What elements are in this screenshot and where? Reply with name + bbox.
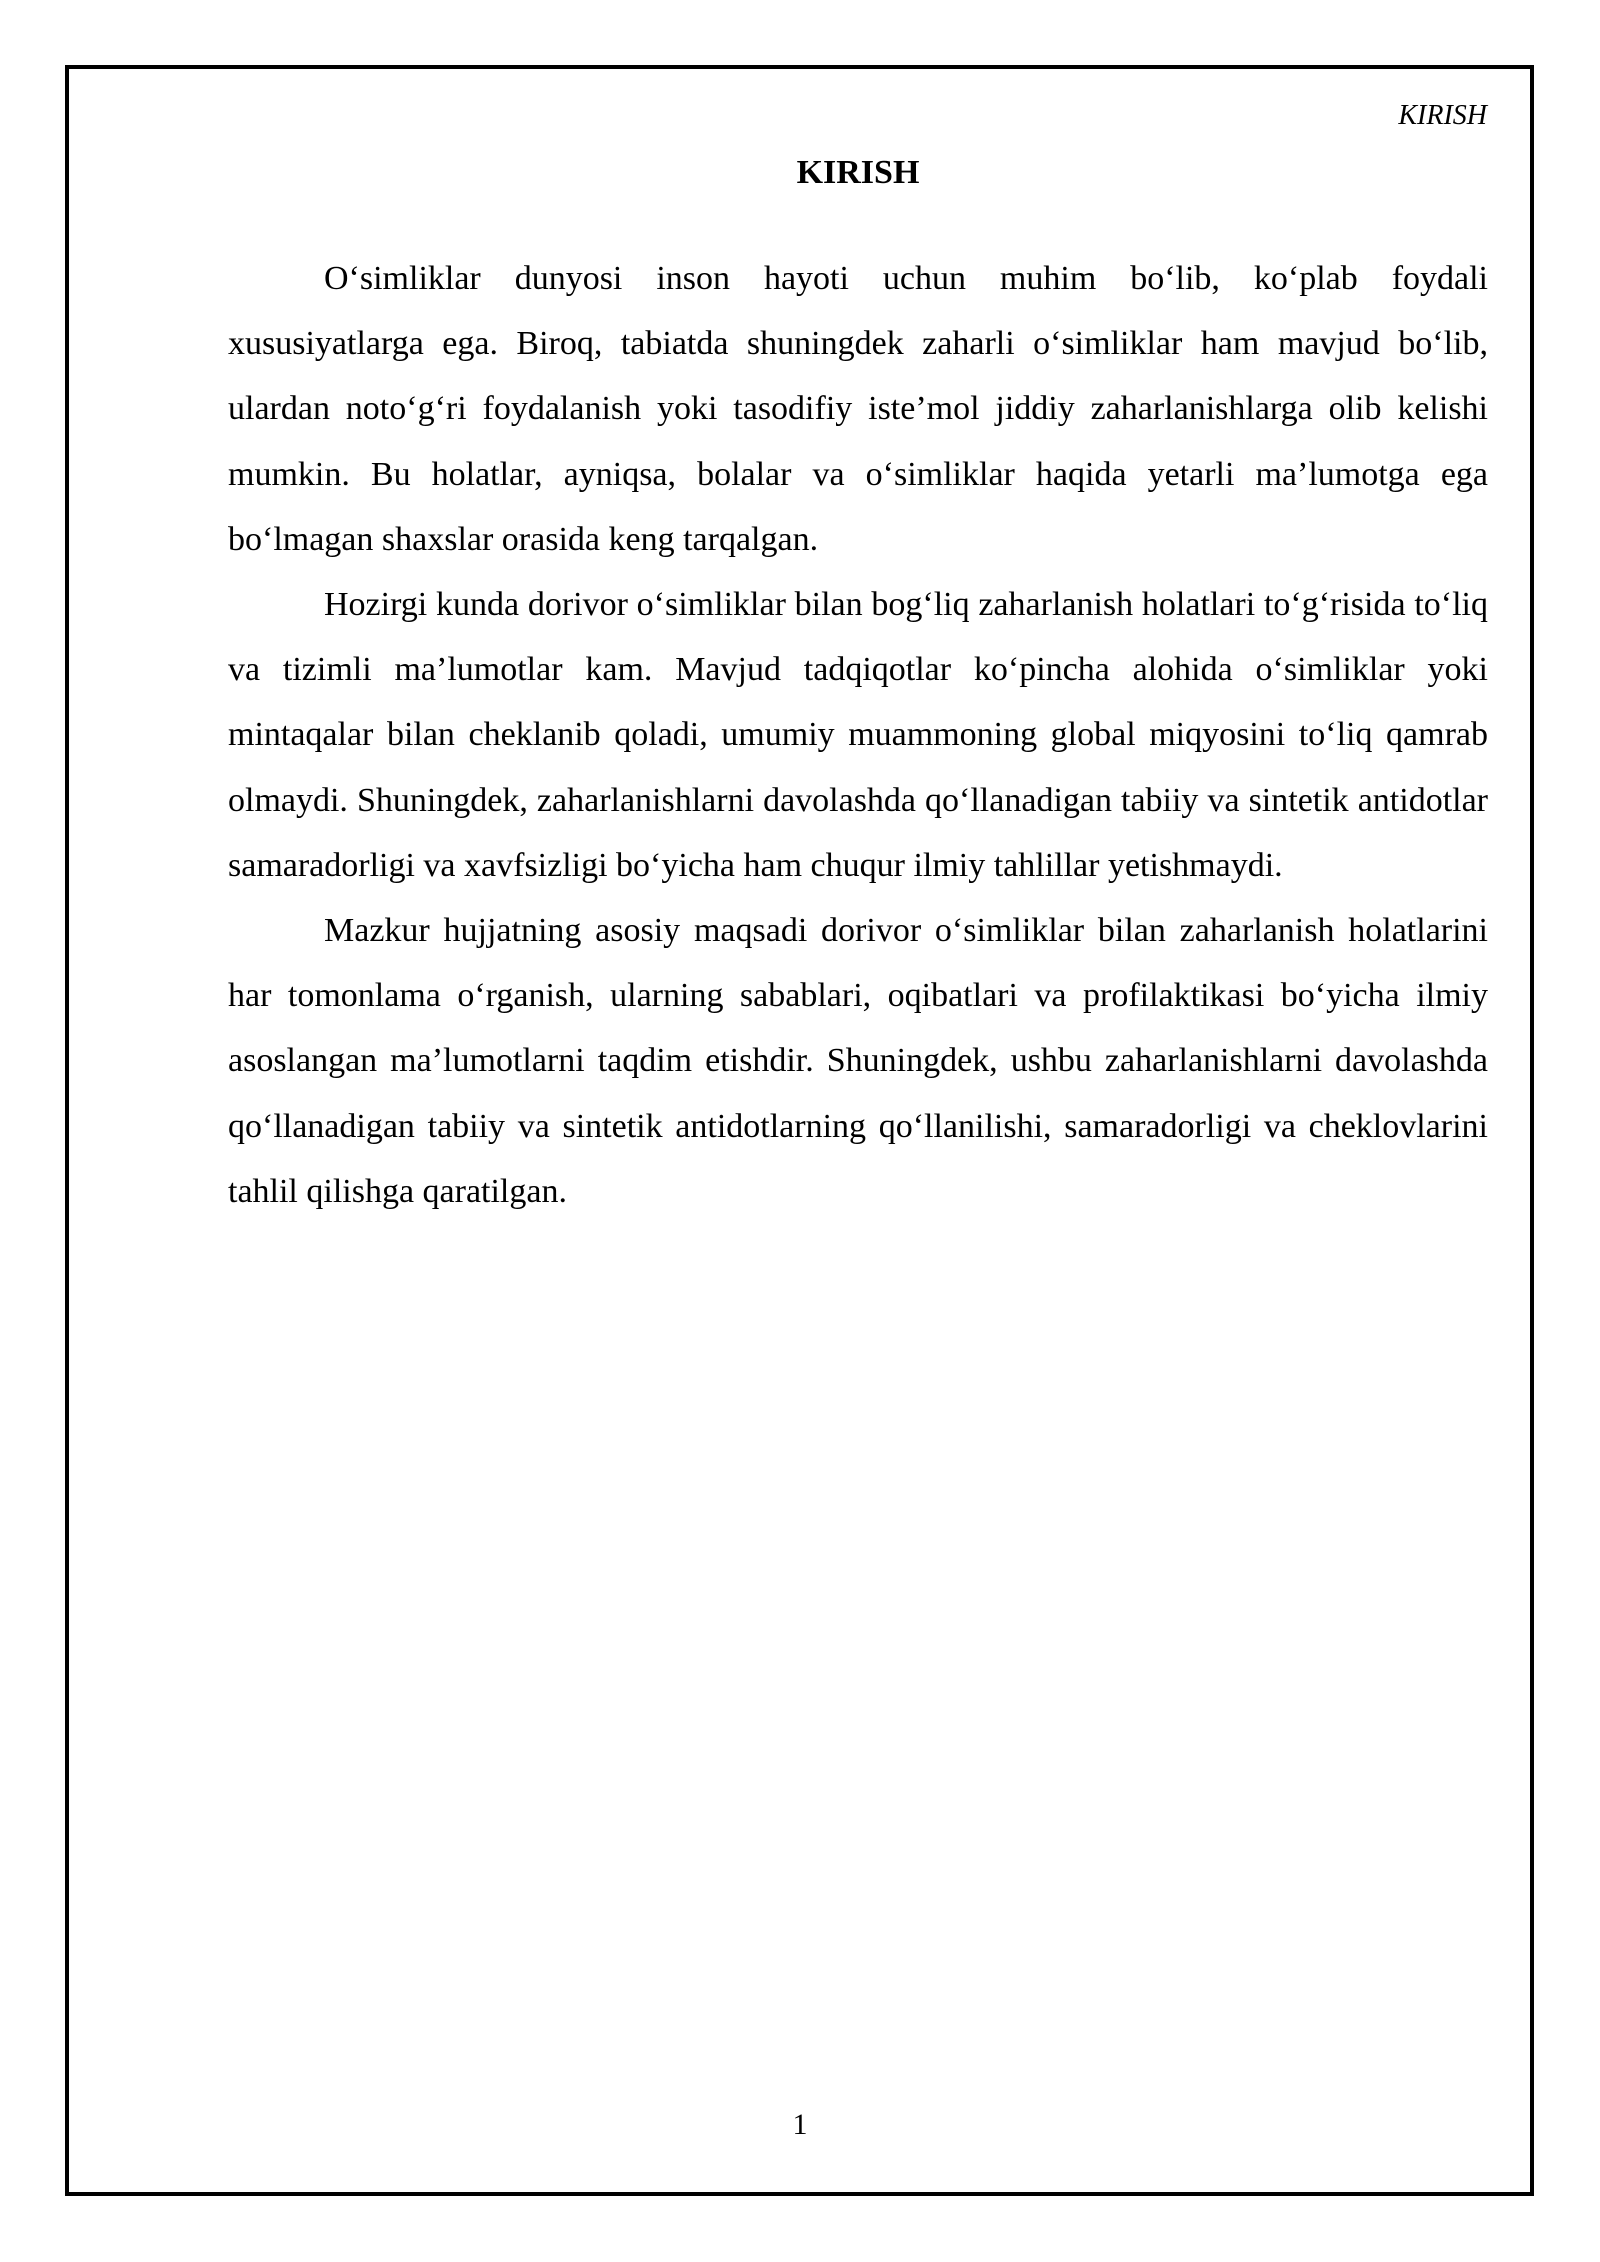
page-number: 1: [792, 2108, 808, 2141]
paragraph: Hozirgi kunda dorivor o‘simliklar bilan bog‘liq zaharlanish holatlari to‘g‘risida to‘liq va tizimli ma’lumotlar kam. Mavjud tadqiqotlar ko‘pincha alohida o‘simliklar yoki mintaqalar bilan cheklanib qoladi, umumiy muammoning global miqyosini to‘liq qamrab olmaydi. Shuningdek, zaharlanishlarni davolashda qo‘llanadigan tabiiy va sintetik antidotlar samaradorligi va xavfsizligi bo‘yicha ham chuqur ilmiy tahlillar yetishmaydi.: [228, 586, 1488, 884]
page-title: KIRISH: [796, 154, 920, 191]
paragraph: Mazkur hujjatning asosiy maqsadi dorivor o‘simliklar bilan zaharlanish holatlarini har tomonlama o‘rganish, ularning sabablari, oqibatlari va profilaktikasi bo‘yicha ilmiy asoslangan ma’lumotlarni taqdim etishdir. Shuningdek, ushbu zaharlanishlarni davolashda qo‘llanadigan tabiiy va sintetik antidotlarning qo‘llanilishi, samaradorligi va cheklovlarini tahlil qilishga qaratilgan.: [228, 912, 1488, 1210]
running-header: KIRISH: [1398, 100, 1487, 131]
paragraph: O‘simliklar dunyosi inson hayoti uchun muhim bo‘lib, ko‘plab foydali xususiyatlarga ega. Biroq, tabiatda shuningdek zaharli o‘simliklar ham mavjud bo‘lib, ulardan noto‘g‘ri foydalanish yoki tasodifiy iste’mol jiddiy zaharlanishlarga olib kelishi mumkin. Bu holatlar, ayniqsa, bolalar va o‘simliklar haqida yetarli ma’lumotga ega bo‘lmagan shaxslar orasida keng tarqalgan.: [228, 260, 1488, 558]
body-text: [228, 246, 1488, 1224]
